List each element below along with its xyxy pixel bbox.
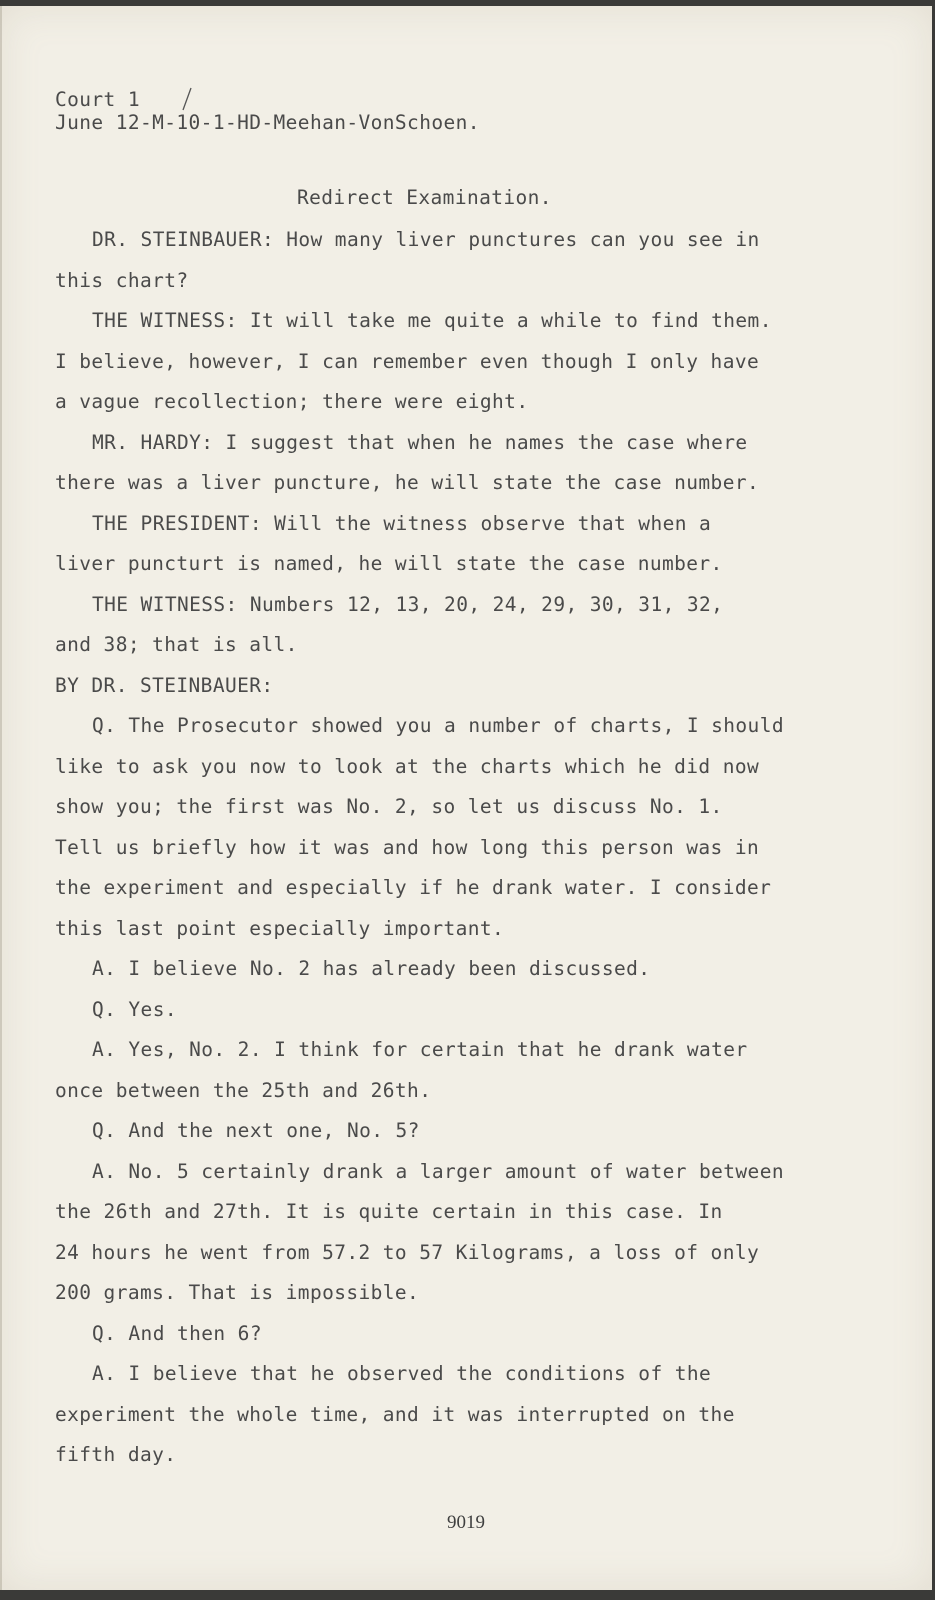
transcript-line: this chart? bbox=[55, 269, 189, 292]
transcript-line: BY DR. STEINBAUER: bbox=[55, 674, 274, 697]
transcript-line: experiment the whole time, and it was interrupted on the bbox=[55, 1403, 735, 1426]
document-page bbox=[0, 6, 932, 1590]
transcript-line: liver puncturt is named, he will state the case number. bbox=[55, 552, 723, 575]
transcript-line: A. I believe that he observed the conditions of the bbox=[92, 1362, 712, 1385]
transcript-line: the 26th and 27th. It is quite certain in this case. In bbox=[55, 1200, 723, 1223]
transcript-line: THE WITNESS: Numbers 12, 13, 20, 24, 29, 30, 31, 32, bbox=[92, 593, 724, 616]
transcript-line: Q. And then 6? bbox=[92, 1322, 262, 1345]
transcript-line: there was a liver puncture, he will state the case number. bbox=[55, 471, 760, 494]
page-edge bbox=[0, 6, 2, 1590]
transcript-line: THE WITNESS: It will take me quite a while to find them. bbox=[92, 309, 772, 332]
transcript-line: like to ask you now to look at the charts which he did now bbox=[55, 755, 760, 778]
transcript-line: Q. And the next one, No. 5? bbox=[92, 1119, 420, 1142]
transcript-line: A. I believe No. 2 has already been discussed. bbox=[92, 957, 651, 980]
court-label: Court 1 bbox=[55, 88, 140, 111]
session-reference: June 12-M-10-1-HD-Meehan-VonSchoen. bbox=[55, 111, 480, 134]
transcript-line: Q. The Prosecutor showed you a number of charts, I should bbox=[92, 714, 784, 737]
transcript-line: the experiment and especially if he drank water. I consider bbox=[55, 876, 772, 899]
page-title: Redirect Examination. bbox=[297, 186, 552, 209]
transcript-line: show you; the first was No. 2, so let us discuss No. 1. bbox=[55, 795, 723, 818]
page-number: 9019 bbox=[447, 1512, 485, 1533]
transcript-line: DR. STEINBAUER: How many liver punctures can you see in bbox=[92, 228, 760, 251]
transcript-line: and 38; that is all. bbox=[55, 633, 298, 656]
transcript-line: Tell us briefly how it was and how long this person was in bbox=[55, 836, 760, 859]
transcript-line: THE PRESIDENT: Will the witness observe that when a bbox=[92, 512, 712, 535]
transcript-line: 200 grams. That is impossible. bbox=[55, 1281, 420, 1304]
transcript-line: I believe, however, I can remember even though I only have bbox=[55, 350, 760, 373]
transcript-line: MR. HARDY: I suggest that when he names the case where bbox=[92, 431, 748, 454]
transcript-line: Q. Yes. bbox=[92, 998, 177, 1021]
transcript-line: once between the 25th and 26th. bbox=[55, 1079, 432, 1102]
transcript-line: a vague recollection; there were eight. bbox=[55, 390, 529, 413]
transcript-line: 24 hours he went from 57.2 to 57 Kilograms, a loss of only bbox=[55, 1241, 760, 1264]
transcript-line: this last point especially important. bbox=[55, 917, 505, 940]
transcript-line: A. No. 5 certainly drank a larger amount of water between bbox=[92, 1160, 784, 1183]
handwritten-mark-icon bbox=[180, 86, 194, 112]
transcript-line: A. Yes, No. 2. I think for certain that he drank water bbox=[92, 1038, 748, 1061]
transcript-line: fifth day. bbox=[55, 1443, 177, 1466]
